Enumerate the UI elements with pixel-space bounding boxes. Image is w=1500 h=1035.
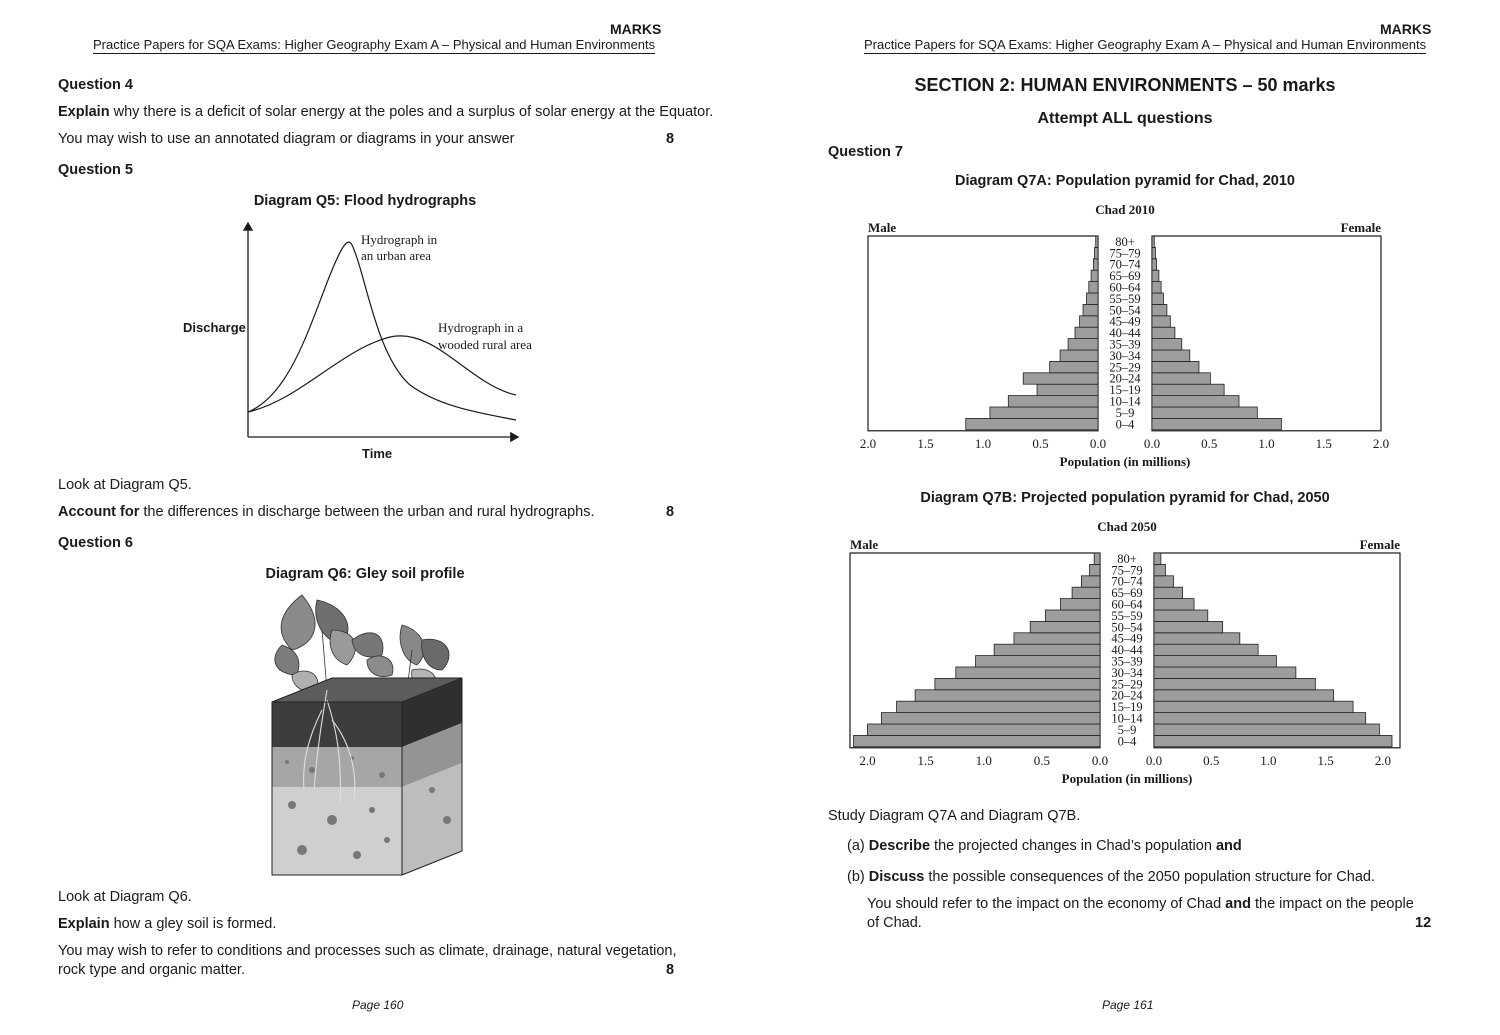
- female-bar: [1154, 610, 1208, 621]
- male-bar: [881, 713, 1100, 724]
- age-group-label: 65–69: [1109, 269, 1141, 284]
- female-bar: [1152, 304, 1167, 315]
- male-bar: [853, 735, 1100, 746]
- age-group-label: 40–44: [1111, 643, 1143, 658]
- question-4-title: Question 4: [58, 77, 133, 93]
- running-head-right: Practice Papers for SQA Exams: Higher Geography Exam A – Physical and Human Environments: [864, 37, 1427, 52]
- female-bar: [1154, 713, 1366, 724]
- male-bar: [1014, 633, 1100, 644]
- male-bar: [1093, 259, 1098, 270]
- question-6-hint-line1: You may wish to refer to conditions and processes such as climate, drainage, natural vegetation,: [58, 943, 677, 959]
- age-group-label: 75–79: [1111, 563, 1143, 578]
- female-bar: [1152, 270, 1159, 281]
- age-group-label: 35–39: [1111, 654, 1143, 669]
- question-5-prompt: [58, 502, 595, 522]
- age-group-label: 5–9: [1117, 722, 1137, 737]
- running-head: Practice Papers for SQA Exams: Higher Geography Exam A – Physical and Human Environments: [93, 37, 656, 52]
- female-tick-label: 1.0: [1260, 752, 1277, 768]
- question-7-part-a: [847, 836, 1242, 856]
- male-bar: [1072, 587, 1100, 598]
- question-6-prompt: [58, 914, 276, 934]
- female-bar: [1154, 633, 1240, 644]
- age-group-label: 40–44: [1109, 326, 1141, 341]
- marks-header: MARKS: [610, 21, 662, 37]
- female-bar: [1152, 373, 1210, 384]
- age-group-label: 75–79: [1109, 246, 1141, 261]
- question-5-text: the differences in discharge between the urban and rural hydrographs.: [139, 504, 595, 520]
- male-tick-label: 0.0: [1091, 752, 1109, 768]
- male-bar: [1096, 236, 1098, 247]
- y-axis-label: Discharge: [183, 320, 246, 335]
- diagram-q7a-title: Diagram Q7A: Population pyramid for Chad, 2010: [954, 173, 1295, 189]
- male-bar: [1075, 327, 1098, 338]
- female-bar: [1152, 293, 1163, 304]
- male-bar: [1080, 316, 1098, 327]
- age-group-label: 35–39: [1109, 337, 1141, 352]
- age-group-label: 30–34: [1111, 665, 1143, 680]
- question-7-study: Study Diagram Q7A and Diagram Q7B.: [828, 808, 1081, 824]
- male-bar: [1008, 396, 1098, 407]
- male-bar: [1089, 282, 1098, 293]
- explain-keyword-q6: Explain: [58, 916, 110, 932]
- male-bar: [1037, 384, 1098, 395]
- female-tick-label: 2.0: [1372, 435, 1390, 451]
- male-bar: [1060, 599, 1100, 610]
- age-group-label: 0–4: [1115, 417, 1135, 432]
- female-bar: [1152, 350, 1190, 361]
- age-group-label: 10–14: [1111, 711, 1143, 726]
- attempt-instruction: Attempt ALL questions: [1037, 110, 1213, 127]
- male-bar: [1045, 610, 1100, 621]
- female-bar: [1152, 407, 1257, 418]
- age-group-label: 45–49: [1109, 314, 1141, 329]
- part-b-text: the possible consequences of the 2050 population structure for Chad.: [924, 869, 1375, 885]
- female-bar: [1154, 564, 1165, 575]
- female-tick-label: 0.5: [1203, 752, 1220, 768]
- question-4-marks: 8: [666, 131, 675, 147]
- male-bar: [1091, 270, 1098, 281]
- part-a-and: and: [1215, 838, 1242, 854]
- gley-soil-profile-illustration: [262, 590, 472, 880]
- female-bar: [1154, 599, 1194, 610]
- age-group-label: 15–19: [1109, 383, 1141, 398]
- question-6-hint-line2: rock type and organic matter.: [58, 962, 245, 978]
- discuss-keyword: Discuss: [868, 869, 925, 885]
- age-group-label: 65–69: [1111, 586, 1143, 601]
- female-bar: [1152, 282, 1161, 293]
- age-group-label: 60–64: [1109, 280, 1141, 295]
- question-7-marks: 12: [1415, 915, 1432, 931]
- female-bar: [1154, 553, 1161, 564]
- age-group-label: 25–29: [1111, 677, 1143, 692]
- soil-gleyed-layer-upper: [272, 747, 402, 787]
- male-bar: [994, 644, 1100, 655]
- age-group-label: 5–9: [1115, 405, 1135, 420]
- right-page: [750, 0, 1500, 1035]
- question-6-text: how a gley soil is formed.: [109, 916, 277, 932]
- female-bar: [1152, 361, 1199, 372]
- question-5-marks: 8: [666, 504, 675, 520]
- male-tick-label: 0.5: [1032, 435, 1049, 451]
- female-bar: [1152, 247, 1155, 258]
- account-keyword: Account for: [58, 504, 140, 520]
- male-bar: [867, 724, 1100, 735]
- question-6-marks: 8: [666, 962, 675, 978]
- male-tick-label: 2.0: [859, 435, 877, 451]
- age-group-label: 50–54: [1109, 303, 1141, 318]
- age-group-label: 0–4: [1117, 734, 1137, 749]
- age-group-label: 55–59: [1109, 291, 1141, 306]
- male-label: Male: [868, 220, 897, 235]
- female-label: Female: [1359, 537, 1400, 552]
- female-bar: [1154, 644, 1258, 655]
- female-tick-label: 1.5: [1315, 435, 1332, 451]
- male-bar: [1023, 373, 1098, 384]
- female-tick-label: 2.0: [1374, 752, 1391, 768]
- question-6-look: Look at Diagram Q6.: [58, 889, 192, 905]
- male-bar: [966, 418, 1098, 429]
- section-title: SECTION 2: HUMAN ENVIRONMENTS – 50 marks: [914, 75, 1336, 95]
- male-bar: [990, 407, 1098, 418]
- female-bar: [1152, 396, 1239, 407]
- female-label: Female: [1340, 220, 1381, 235]
- age-group-label: 80+: [1115, 234, 1135, 249]
- female-bar: [1152, 236, 1154, 247]
- question-4-text: why there is a deficit of solar energy at the poles and a surplus of solar energy at the Equator.: [109, 104, 714, 120]
- age-group-label: 70–74: [1111, 574, 1143, 589]
- female-bar: [1154, 587, 1183, 598]
- age-group-label: 25–29: [1109, 360, 1141, 375]
- male-bar: [1030, 621, 1100, 632]
- male-bar: [1083, 304, 1098, 315]
- question-4-hint: You may wish to use an annotated diagram or diagrams in your answer: [58, 131, 515, 147]
- female-bar: [1154, 724, 1379, 735]
- male-bar: [1095, 247, 1098, 258]
- age-group-label: 60–64: [1111, 597, 1143, 612]
- part-b-prefix: (b): [847, 869, 869, 885]
- page-number-right: Page 161: [1102, 998, 1154, 1012]
- age-group-label: 10–14: [1109, 394, 1141, 409]
- male-bar: [1068, 339, 1098, 350]
- female-tick-label: 0.0: [1145, 752, 1163, 768]
- question-5-title: Question 5: [58, 162, 133, 178]
- female-tick-label: 1.5: [1317, 752, 1334, 768]
- diagram-q6-title: Diagram Q6: Gley soil profile: [265, 566, 465, 582]
- x-axis-label: Time: [362, 446, 393, 461]
- question-4-prompt: [58, 102, 713, 122]
- explain-keyword: Explain: [58, 104, 110, 120]
- male-bar: [897, 701, 1100, 712]
- female-bar: [1152, 259, 1157, 270]
- urban-label-line1: Hydrograph in: [361, 232, 438, 247]
- male-bar: [1060, 350, 1098, 361]
- question-5-look: Look at Diagram Q5.: [58, 477, 192, 493]
- male-label: Male: [850, 537, 879, 552]
- pyramid-title: Chad 2010: [1095, 202, 1155, 217]
- male-tick-label: 1.5: [917, 752, 934, 768]
- female-bar: [1154, 678, 1315, 689]
- female-bar: [1154, 667, 1296, 678]
- question-7-guidance-line2: of Chad.: [867, 915, 922, 931]
- male-tick-label: 1.0: [974, 435, 992, 451]
- age-group-label: 20–24: [1111, 688, 1143, 703]
- age-group-label: 45–49: [1111, 631, 1143, 646]
- age-group-label: 70–74: [1109, 257, 1141, 272]
- male-bar: [1090, 564, 1100, 575]
- age-group-label: 80+: [1117, 551, 1137, 566]
- rural-label-line1: Hydrograph in a: [438, 320, 524, 335]
- question-7-part-b: [847, 867, 1375, 887]
- female-tick-label: 0.5: [1201, 435, 1218, 451]
- female-bar: [1154, 576, 1173, 587]
- male-bar: [935, 678, 1100, 689]
- x-axis-title: Population (in millions): [1059, 453, 1191, 469]
- male-bar: [976, 656, 1100, 667]
- age-group-label: 30–34: [1109, 348, 1141, 363]
- female-bar: [1152, 316, 1170, 327]
- female-bar: [1152, 384, 1224, 395]
- diagram-q5-title: Diagram Q5: Flood hydrographs: [253, 193, 477, 209]
- x-axis-title: Population (in millions): [1061, 770, 1193, 786]
- female-bar: [1154, 621, 1223, 632]
- female-bar: [1152, 339, 1182, 350]
- guidance-text-2: the impact on the people: [1250, 896, 1414, 912]
- question-7-title: Question 7: [828, 144, 903, 160]
- male-bar: [1050, 361, 1098, 372]
- male-bar: [915, 690, 1100, 701]
- population-pyramid-2010: [845, 195, 1405, 480]
- male-bar: [1094, 553, 1100, 564]
- female-tick-label: 1.0: [1258, 435, 1275, 451]
- page-number-left: Page 160: [352, 998, 404, 1012]
- diagram-q7b-title: Diagram Q7B: Projected population pyramid for Chad, 2050: [920, 490, 1330, 506]
- female-bar: [1154, 656, 1276, 667]
- male-tick-label: 2.0: [859, 752, 876, 768]
- female-bar: [1154, 690, 1334, 701]
- guidance-and: and: [1225, 896, 1251, 912]
- rural-label-line2: wooded rural area: [438, 337, 532, 352]
- male-tick-label: 0.5: [1033, 752, 1050, 768]
- urban-label-line2: an urban area: [361, 248, 432, 263]
- marks-header-right: MARKS: [1380, 21, 1432, 37]
- flood-hydrograph-chart: [170, 215, 570, 465]
- pyramid-title: Chad 2050: [1097, 519, 1157, 534]
- age-group-label: 50–54: [1111, 620, 1143, 635]
- male-tick-label: 1.0: [975, 752, 992, 768]
- age-group-label: 55–59: [1111, 608, 1143, 623]
- female-bar: [1154, 701, 1353, 712]
- age-group-label: 20–24: [1109, 371, 1141, 386]
- male-tick-label: 1.5: [917, 435, 934, 451]
- male-bar: [1087, 293, 1099, 304]
- female-bar: [1152, 327, 1175, 338]
- male-bar: [1081, 576, 1100, 587]
- male-tick-label: 0.0: [1089, 435, 1107, 451]
- describe-keyword: Describe: [868, 838, 931, 854]
- female-bar: [1154, 735, 1392, 746]
- part-a-text: the projected changes in Chad’s population: [930, 838, 1216, 854]
- female-bar: [1152, 418, 1281, 429]
- soil-gleyed-layer-lower: [272, 787, 402, 875]
- question-7-guidance-line1: [867, 894, 1414, 914]
- female-tick-label: 0.0: [1143, 435, 1161, 451]
- leaves-group: [275, 595, 449, 691]
- part-a-prefix: (a): [847, 838, 869, 854]
- question-6-title: Question 6: [58, 535, 133, 551]
- guidance-text-1: You should refer to the impact on the economy of Chad: [867, 896, 1226, 912]
- age-group-label: 15–19: [1111, 700, 1143, 715]
- male-bar: [956, 667, 1100, 678]
- population-pyramid-2050: [830, 512, 1420, 797]
